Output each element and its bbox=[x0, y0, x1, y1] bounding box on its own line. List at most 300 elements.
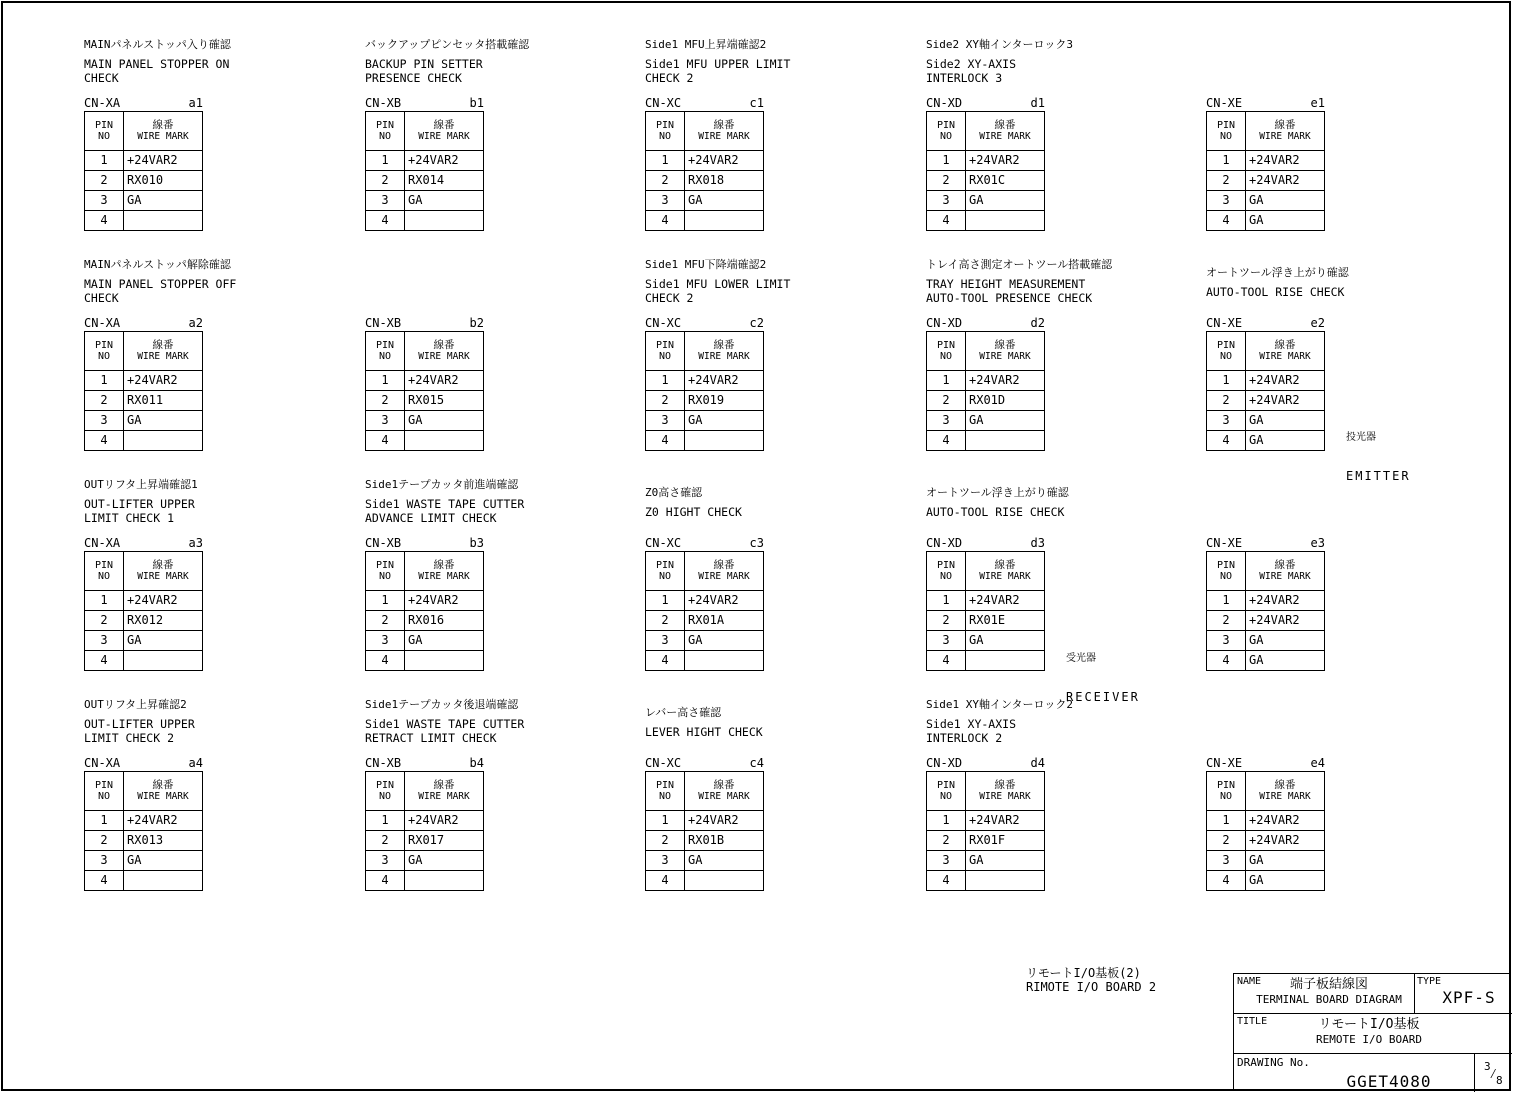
pin-row bbox=[646, 611, 764, 631]
wire-mark: RX017 bbox=[405, 831, 484, 851]
pin-number: 1 bbox=[927, 371, 966, 391]
pin-row bbox=[366, 831, 484, 851]
wire-header-en: WIRE MARK bbox=[698, 791, 750, 802]
pin-row bbox=[927, 151, 1045, 171]
pin-header-top: PIN bbox=[94, 560, 114, 571]
pin-header-bottom: NO bbox=[1219, 791, 1233, 802]
sheet-number: 3 bbox=[1484, 1060, 1491, 1073]
caption-jp: オートツール浮き上がり確認 bbox=[926, 486, 1069, 499]
wire-header-en: WIRE MARK bbox=[418, 131, 470, 142]
caption-en: Side1 WASTE TAPE CUTTER bbox=[365, 496, 525, 511]
pin-number: 4 bbox=[1207, 211, 1246, 231]
wire-mark: +24VAR2 bbox=[685, 811, 764, 831]
wire-mark bbox=[405, 871, 484, 891]
wire-header-en: WIRE MARK bbox=[979, 131, 1031, 142]
connector-caption bbox=[84, 38, 231, 86]
pin-number: 1 bbox=[85, 811, 124, 831]
pin-table bbox=[926, 111, 1045, 231]
wire-mark bbox=[966, 871, 1045, 891]
connector-signal-id: d1 bbox=[1030, 96, 1045, 110]
pin-number: 2 bbox=[646, 171, 685, 191]
wire-mark: GA bbox=[405, 851, 484, 871]
pin-row bbox=[1207, 811, 1325, 831]
caption-en: CHECK bbox=[84, 71, 119, 85]
pin-number: 4 bbox=[1207, 431, 1246, 451]
connector-signal-id: b2 bbox=[469, 316, 484, 330]
caption-jp: Side1 MFU下降端確認2 bbox=[645, 258, 767, 271]
sheet-total: 8 bbox=[1496, 1074, 1503, 1087]
wire-header-jp: 線番 bbox=[152, 559, 174, 571]
caption-en: OUT-LIFTER UPPER bbox=[84, 716, 195, 731]
pin-row bbox=[1207, 871, 1325, 891]
pin-header-top: PIN bbox=[1216, 340, 1236, 351]
wire-mark: GA bbox=[1246, 191, 1325, 211]
wire-mark: GA bbox=[966, 851, 1045, 871]
pin-number: 1 bbox=[646, 371, 685, 391]
title-block-drawing-row: DRAWING No. GGET4080 3 ⁄ 8 bbox=[1237, 1056, 1503, 1091]
pin-row bbox=[366, 651, 484, 671]
pin-row bbox=[646, 191, 764, 211]
connector-name: CN-XB bbox=[365, 756, 402, 770]
pin-number: 1 bbox=[85, 591, 124, 611]
connector-name: CN-XE bbox=[1206, 756, 1243, 770]
connector-caption bbox=[926, 486, 1069, 519]
pin-number: 4 bbox=[646, 651, 685, 671]
drawing-title-jp: リモートI/O基板 bbox=[1318, 1017, 1420, 1032]
pin-number: 4 bbox=[85, 651, 124, 671]
connector-caption bbox=[926, 698, 1073, 746]
pin-number: 2 bbox=[1207, 391, 1246, 411]
pin-row bbox=[366, 851, 484, 871]
wire-mark: GA bbox=[124, 631, 203, 651]
pin-table-header bbox=[646, 332, 764, 371]
wire-mark: GA bbox=[685, 851, 764, 871]
pin-table bbox=[365, 771, 484, 891]
wire-mark: RX013 bbox=[124, 831, 203, 851]
wire-mark: +24VAR2 bbox=[124, 151, 203, 171]
pin-row bbox=[366, 151, 484, 171]
pin-header-bottom: NO bbox=[97, 131, 111, 142]
wire-mark: RX01E bbox=[966, 611, 1045, 631]
wire-mark: RX01F bbox=[966, 831, 1045, 851]
wire-mark: +24VAR2 bbox=[966, 371, 1045, 391]
wire-mark: RX01A bbox=[685, 611, 764, 631]
wire-header-en: WIRE MARK bbox=[979, 351, 1031, 362]
wire-header-jp: 線番 bbox=[433, 339, 455, 351]
wire-mark: RX014 bbox=[405, 171, 484, 191]
caption-en: PRESENCE CHECK bbox=[365, 71, 462, 85]
pin-header-bottom: NO bbox=[658, 131, 672, 142]
pin-number: 2 bbox=[1207, 611, 1246, 631]
pin-number: 4 bbox=[366, 431, 405, 451]
pin-row bbox=[927, 171, 1045, 191]
pin-header-top: PIN bbox=[375, 120, 395, 131]
pin-row bbox=[646, 631, 764, 651]
wire-header-jp: 線番 bbox=[713, 119, 735, 131]
drawing-number-label: DRAWING No. bbox=[1237, 1056, 1310, 1069]
pin-row bbox=[1207, 171, 1325, 191]
pin-table-header bbox=[646, 772, 764, 811]
pin-number: 2 bbox=[927, 611, 966, 631]
pin-row bbox=[927, 431, 1045, 451]
connector-signal-id: c1 bbox=[749, 96, 764, 110]
drawing-name-jp: 端子板結線図 bbox=[1289, 977, 1368, 992]
wire-mark bbox=[405, 651, 484, 671]
wire-mark: RX018 bbox=[685, 171, 764, 191]
drawing-name-en: TERMINAL BOARD DIAGRAM bbox=[1256, 993, 1402, 1006]
pin-row bbox=[85, 851, 203, 871]
pin-row bbox=[646, 811, 764, 831]
wire-mark bbox=[124, 431, 203, 451]
pin-row bbox=[85, 171, 203, 191]
caption-en: Side1 MFU UPPER LIMIT bbox=[645, 56, 791, 71]
pin-number: 1 bbox=[366, 811, 405, 831]
wire-mark: +24VAR2 bbox=[685, 591, 764, 611]
pin-header-top: PIN bbox=[936, 560, 956, 571]
wire-mark bbox=[966, 651, 1045, 671]
wire-mark: RX012 bbox=[124, 611, 203, 631]
pin-number: 3 bbox=[366, 631, 405, 651]
pin-number: 3 bbox=[646, 191, 685, 211]
pin-header-bottom: NO bbox=[378, 571, 392, 582]
pin-row bbox=[366, 411, 484, 431]
pin-table-header bbox=[85, 332, 203, 371]
pin-header-bottom: NO bbox=[658, 791, 672, 802]
wire-mark: GA bbox=[685, 191, 764, 211]
connector-caption bbox=[645, 38, 790, 86]
wire-mark: GA bbox=[1246, 211, 1325, 231]
wire-mark: GA bbox=[1246, 631, 1325, 651]
pin-number: 3 bbox=[85, 631, 124, 651]
wire-mark: GA bbox=[405, 191, 484, 211]
wire-header-en: WIRE MARK bbox=[137, 571, 189, 582]
wire-mark: GA bbox=[405, 631, 484, 651]
pin-row bbox=[927, 871, 1045, 891]
pin-row bbox=[85, 371, 203, 391]
wire-mark: +24VAR2 bbox=[1246, 811, 1325, 831]
pin-number: 4 bbox=[366, 871, 405, 891]
connector-signal-id: e3 bbox=[1310, 536, 1325, 550]
pin-row bbox=[927, 191, 1045, 211]
pin-number: 3 bbox=[1207, 411, 1246, 431]
pin-number: 1 bbox=[646, 811, 685, 831]
pin-number: 4 bbox=[927, 651, 966, 671]
pin-number: 1 bbox=[646, 591, 685, 611]
wire-mark: +24VAR2 bbox=[1246, 151, 1325, 171]
pin-row bbox=[85, 151, 203, 171]
wire-mark: +24VAR2 bbox=[966, 591, 1045, 611]
pin-row bbox=[646, 431, 764, 451]
connector-signal-id: d4 bbox=[1030, 756, 1045, 770]
receiver-label-en: RECEIVER bbox=[1066, 690, 1140, 704]
pin-row bbox=[646, 371, 764, 391]
connector-caption bbox=[645, 706, 763, 739]
pin-number: 3 bbox=[85, 191, 124, 211]
pin-row bbox=[927, 371, 1045, 391]
wire-header-jp: 線番 bbox=[994, 559, 1016, 571]
receiver-label-jp: 受光器 bbox=[1066, 653, 1096, 664]
pin-row bbox=[1207, 651, 1325, 671]
pin-number: 2 bbox=[927, 831, 966, 851]
connector-signal-id: a1 bbox=[188, 96, 203, 110]
pin-number: 2 bbox=[85, 171, 124, 191]
pin-row bbox=[85, 631, 203, 651]
wire-header-jp: 線番 bbox=[994, 339, 1016, 351]
pin-table bbox=[1206, 771, 1325, 891]
pin-number: 4 bbox=[85, 871, 124, 891]
pin-table bbox=[84, 111, 203, 231]
pin-number: 1 bbox=[85, 371, 124, 391]
pin-row bbox=[1207, 611, 1325, 631]
pin-header-bottom: NO bbox=[378, 791, 392, 802]
pin-table bbox=[84, 771, 203, 891]
wire-mark bbox=[685, 431, 764, 451]
pin-header-top: PIN bbox=[94, 780, 114, 791]
pin-table bbox=[645, 331, 764, 451]
connector-name: CN-XC bbox=[645, 96, 682, 110]
wire-header-jp: 線番 bbox=[1274, 339, 1296, 351]
pin-header-top: PIN bbox=[655, 340, 675, 351]
pin-number: 4 bbox=[927, 431, 966, 451]
pin-table-header bbox=[366, 112, 484, 151]
pin-number: 4 bbox=[1207, 651, 1246, 671]
pin-number: 1 bbox=[1207, 371, 1246, 391]
wire-mark bbox=[124, 651, 203, 671]
pin-header-top: PIN bbox=[936, 120, 956, 131]
pin-number: 1 bbox=[927, 811, 966, 831]
pin-number: 2 bbox=[85, 391, 124, 411]
pin-row bbox=[366, 171, 484, 191]
pin-number: 4 bbox=[85, 431, 124, 451]
pin-number: 3 bbox=[927, 851, 966, 871]
caption-jp: バックアップピンセッタ搭載確認 bbox=[365, 38, 530, 51]
caption-en: AUTO-TOOL RISE CHECK bbox=[926, 504, 1065, 519]
pin-number: 2 bbox=[646, 831, 685, 851]
pin-row bbox=[366, 371, 484, 391]
caption-jp: オートツール浮き上がり確認 bbox=[1206, 266, 1349, 279]
connector-signal-id: d3 bbox=[1030, 536, 1045, 550]
wire-header-en: WIRE MARK bbox=[698, 571, 750, 582]
caption-en: Side2 XY-AXIS bbox=[926, 56, 1017, 71]
wire-mark bbox=[685, 211, 764, 231]
pin-row bbox=[1207, 631, 1325, 651]
pin-header-top: PIN bbox=[1216, 120, 1236, 131]
drawing-number-value: GGET4080 bbox=[1346, 1072, 1432, 1091]
pin-number: 3 bbox=[927, 631, 966, 651]
emitter-label-jp: 投光器 bbox=[1346, 432, 1376, 443]
connector-name: CN-XC bbox=[645, 316, 682, 330]
pin-number: 2 bbox=[927, 391, 966, 411]
connector-name: CN-XE bbox=[1206, 96, 1243, 110]
wire-header-jp: 線番 bbox=[152, 339, 174, 351]
pin-row bbox=[85, 431, 203, 451]
pin-table bbox=[645, 771, 764, 891]
wire-mark: GA bbox=[1246, 431, 1325, 451]
connector-name: CN-XE bbox=[1206, 316, 1243, 330]
pin-header-top: PIN bbox=[375, 340, 395, 351]
wire-mark: RX011 bbox=[124, 391, 203, 411]
pin-row bbox=[366, 631, 484, 651]
caption-jp: Side1 MFU上昇端確認2 bbox=[645, 38, 767, 51]
pin-row bbox=[1207, 851, 1325, 871]
pin-table-header bbox=[366, 772, 484, 811]
pin-number: 4 bbox=[646, 871, 685, 891]
connector-signal-id: c4 bbox=[749, 756, 764, 770]
connector-caption bbox=[365, 698, 524, 746]
pin-number: 4 bbox=[927, 211, 966, 231]
title-block-name-row bbox=[1234, 974, 1512, 1014]
pin-row bbox=[366, 431, 484, 451]
wire-mark: +24VAR2 bbox=[124, 591, 203, 611]
title-block bbox=[1233, 973, 1511, 1091]
caption-jp: Side1テープカッタ後退端確認 bbox=[365, 698, 519, 711]
connector-name: CN-XA bbox=[84, 536, 121, 550]
caption-en: TRAY HEIGHT MEASUREMENT bbox=[926, 276, 1086, 291]
pin-table-header bbox=[1207, 772, 1325, 811]
wire-header-jp: 線番 bbox=[713, 339, 735, 351]
connector-name: CN-XD bbox=[926, 536, 963, 550]
wire-header-jp: 線番 bbox=[994, 119, 1016, 131]
drawing-title-en: REMOTE I/O BOARD bbox=[1316, 1033, 1422, 1046]
pin-number: 3 bbox=[1207, 631, 1246, 651]
wire-mark: GA bbox=[1246, 411, 1325, 431]
connector-name: CN-XB bbox=[365, 96, 402, 110]
pin-number: 4 bbox=[646, 211, 685, 231]
caption-en: CHECK 2 bbox=[645, 291, 694, 305]
caption-en: BACKUP PIN SETTER bbox=[365, 56, 483, 71]
caption-en: RETRACT LIMIT CHECK bbox=[365, 731, 497, 745]
wire-header-en: WIRE MARK bbox=[137, 351, 189, 362]
remote-board-note-en: RIMOTE I/O BOARD 2 bbox=[1026, 980, 1157, 994]
pin-table bbox=[645, 111, 764, 231]
pin-number: 2 bbox=[646, 611, 685, 631]
wire-mark: GA bbox=[405, 411, 484, 431]
connector-signal-id: c3 bbox=[749, 536, 764, 550]
pin-number: 3 bbox=[1207, 191, 1246, 211]
pin-table-header bbox=[85, 552, 203, 591]
connector-caption bbox=[84, 478, 198, 526]
pin-number: 1 bbox=[85, 151, 124, 171]
pin-table-header bbox=[85, 772, 203, 811]
pin-row bbox=[1207, 191, 1325, 211]
pin-table-header bbox=[927, 552, 1045, 591]
pin-table bbox=[926, 331, 1045, 451]
pin-number: 4 bbox=[85, 211, 124, 231]
pin-number: 1 bbox=[366, 151, 405, 171]
pin-header-bottom: NO bbox=[939, 791, 953, 802]
caption-en: Side1 MFU LOWER LIMIT bbox=[645, 276, 791, 291]
pin-row bbox=[85, 831, 203, 851]
pin-header-bottom: NO bbox=[378, 131, 392, 142]
wire-header-jp: 線番 bbox=[152, 779, 174, 791]
caption-jp: OUTリフタ上昇確認2 bbox=[84, 698, 187, 711]
pin-row bbox=[1207, 411, 1325, 431]
title-label: TITLE bbox=[1237, 1016, 1268, 1027]
wire-header-en: WIRE MARK bbox=[1259, 131, 1311, 142]
wire-mark: +24VAR2 bbox=[1246, 831, 1325, 851]
pin-row bbox=[366, 191, 484, 211]
connector-name: CN-XB bbox=[365, 536, 402, 550]
wire-mark: GA bbox=[966, 631, 1045, 651]
pin-table bbox=[1206, 551, 1325, 671]
wire-mark: RX015 bbox=[405, 391, 484, 411]
pin-row bbox=[927, 651, 1045, 671]
wire-header-jp: 線番 bbox=[433, 559, 455, 571]
pin-table bbox=[1206, 111, 1325, 231]
pin-number: 2 bbox=[366, 391, 405, 411]
pin-table-header bbox=[366, 552, 484, 591]
pin-row bbox=[1207, 151, 1325, 171]
wire-header-jp: 線番 bbox=[994, 779, 1016, 791]
pin-row bbox=[927, 611, 1045, 631]
pin-row bbox=[366, 391, 484, 411]
pin-table-header bbox=[1207, 552, 1325, 591]
receiver-label bbox=[1066, 626, 1140, 717]
pin-row bbox=[366, 591, 484, 611]
wire-header-en: WIRE MARK bbox=[1259, 571, 1311, 582]
pin-header-top: PIN bbox=[375, 780, 395, 791]
wire-header-en: WIRE MARK bbox=[698, 351, 750, 362]
wire-mark: +24VAR2 bbox=[405, 371, 484, 391]
pin-header-top: PIN bbox=[1216, 780, 1236, 791]
caption-en: Z0 HIGHT CHECK bbox=[645, 504, 742, 519]
caption-jp: MAINパネルストッパ解除確認 bbox=[84, 258, 231, 271]
pin-row bbox=[927, 411, 1045, 431]
wire-header-en: WIRE MARK bbox=[979, 791, 1031, 802]
pin-table-header bbox=[1207, 112, 1325, 151]
pin-number: 2 bbox=[85, 831, 124, 851]
caption-en: ADVANCE LIMIT CHECK bbox=[365, 511, 497, 525]
caption-en: LIMIT CHECK 1 bbox=[84, 511, 175, 525]
connector-caption bbox=[926, 258, 1112, 306]
wire-header-jp: 線番 bbox=[152, 119, 174, 131]
pin-number: 2 bbox=[1207, 831, 1246, 851]
pin-row bbox=[646, 151, 764, 171]
pin-row bbox=[1207, 371, 1325, 391]
pin-row bbox=[85, 211, 203, 231]
wire-mark: +24VAR2 bbox=[1246, 171, 1325, 191]
pin-row bbox=[646, 831, 764, 851]
pin-row bbox=[85, 411, 203, 431]
pin-number: 3 bbox=[927, 191, 966, 211]
pin-row bbox=[927, 811, 1045, 831]
connector-name: CN-XE bbox=[1206, 536, 1243, 550]
pin-header-top: PIN bbox=[375, 560, 395, 571]
pin-table-header bbox=[366, 332, 484, 371]
pin-table bbox=[645, 551, 764, 671]
wire-mark bbox=[124, 871, 203, 891]
pin-header-bottom: NO bbox=[1219, 571, 1233, 582]
pin-row bbox=[1207, 211, 1325, 231]
pin-table-header bbox=[646, 112, 764, 151]
wire-mark bbox=[124, 211, 203, 231]
connector-name: CN-XA bbox=[84, 756, 121, 770]
wire-header-en: WIRE MARK bbox=[418, 791, 470, 802]
emitter-label-en: EMITTER bbox=[1346, 469, 1411, 483]
wire-mark: +24VAR2 bbox=[1246, 391, 1325, 411]
pin-row bbox=[85, 591, 203, 611]
pin-table-header bbox=[927, 772, 1045, 811]
pin-header-bottom: NO bbox=[939, 131, 953, 142]
wire-mark: +24VAR2 bbox=[405, 151, 484, 171]
caption-en: OUT-LIFTER UPPER bbox=[84, 496, 195, 511]
pin-row bbox=[646, 591, 764, 611]
pin-row bbox=[927, 211, 1045, 231]
pin-number: 3 bbox=[85, 411, 124, 431]
wire-header-en: WIRE MARK bbox=[418, 351, 470, 362]
pin-header-bottom: NO bbox=[97, 351, 111, 362]
caption-en: INTERLOCK 3 bbox=[926, 71, 1003, 85]
